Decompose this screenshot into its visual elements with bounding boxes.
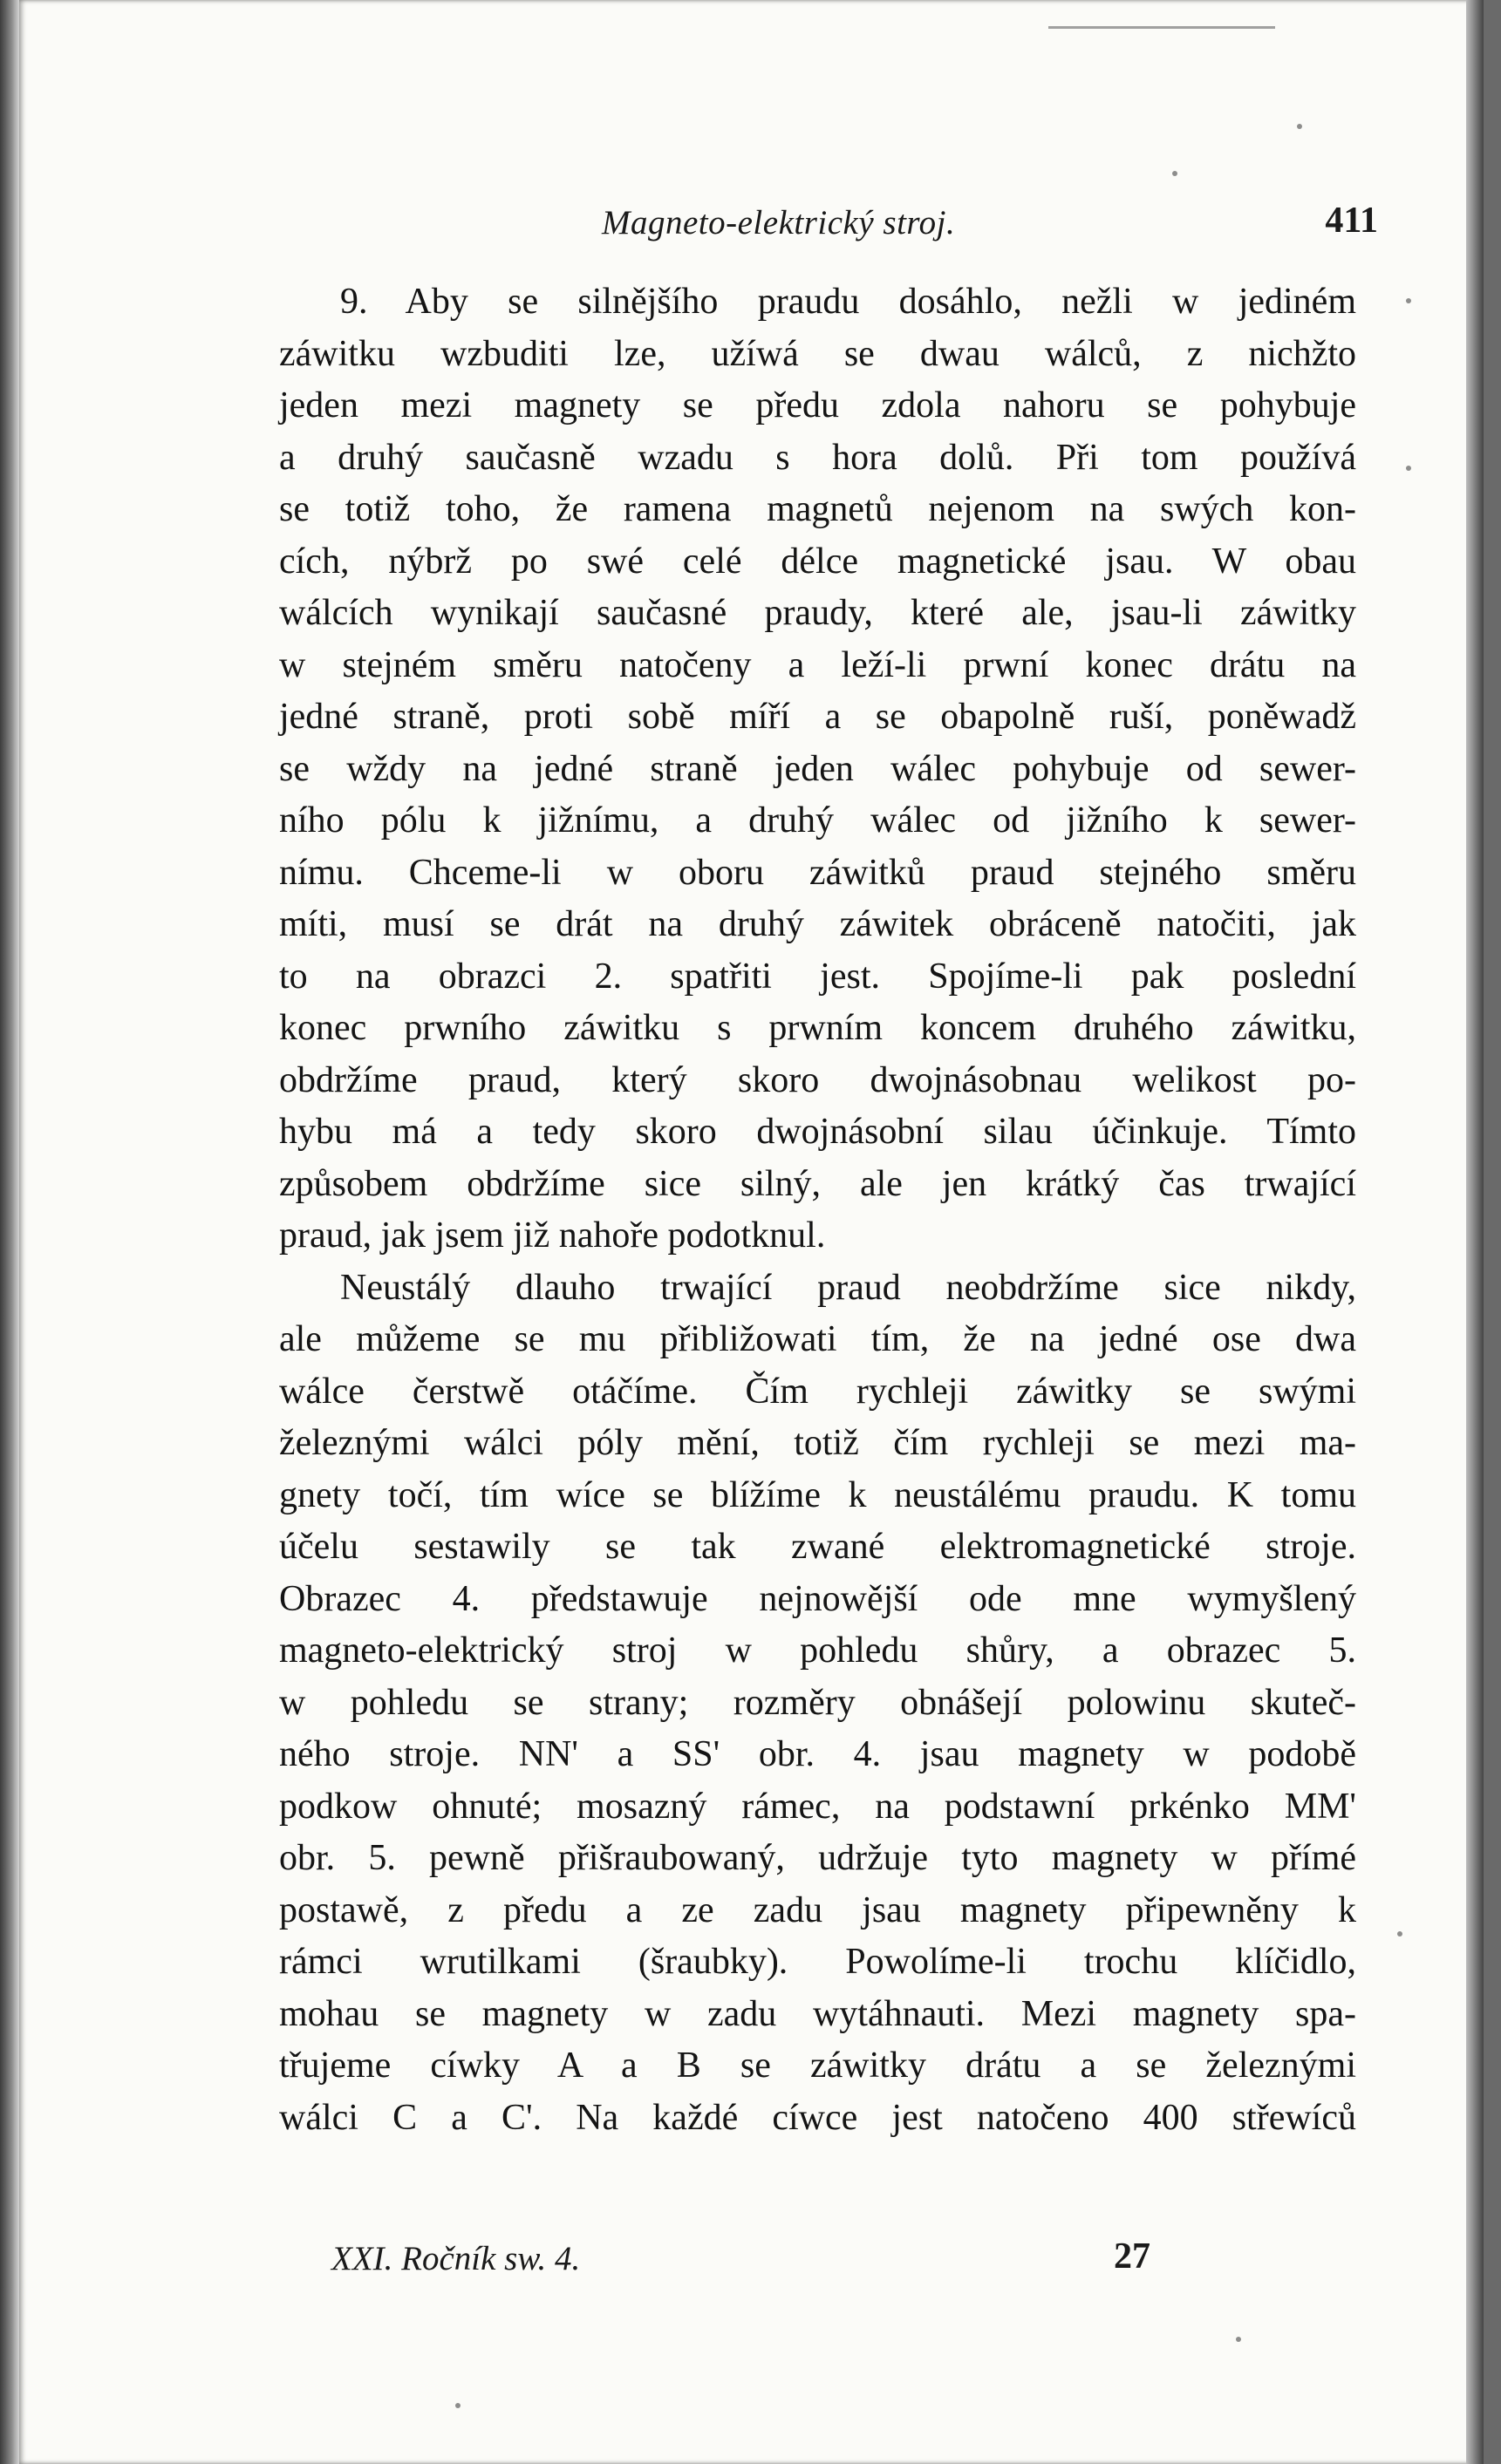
page-footer — [331, 2236, 1204, 2291]
page-edge-shadow — [1466, 0, 1484, 2464]
sheet-number: 27 — [1114, 2236, 1150, 2277]
text-line: míti, musí se drát na druhý záwitek obráceně natočiti, jak — [279, 904, 1356, 944]
text-line: ale můžeme se mu přibližowati tím, že na jedné ose dwa — [279, 1319, 1356, 1359]
text-line: Obrazec 4. předstawuje nejnowější ode mne wymyšlený — [279, 1578, 1356, 1619]
text-line: účelu sestawily se tak zwané elektromagnetické stroje. — [279, 1527, 1356, 1567]
paper-speck — [1406, 298, 1411, 303]
text-line: magneto-elektrický stroj w pohledu shůry, a obrazec 5. — [279, 1630, 1356, 1671]
text-line: záwitku wzbuditi lze, užíwá se dwau wálců, z nichžto — [279, 333, 1356, 374]
text-line: způsobem obdržíme sice silný, ale jen krátký čas trwající — [279, 1163, 1356, 1204]
running-title: Magneto-elektrický stroj. — [602, 204, 956, 242]
text-line: obdržíme praud, který skoro dwojnásobnau welikost po- — [279, 1059, 1356, 1100]
text-line: wálcích wynikají saučasné praudy, které ale, jsau-li záwitky — [279, 593, 1356, 633]
text-line: to na obrazci 2. spatřiti jest. Spojíme-li pak poslední — [279, 956, 1356, 997]
volume-signature: XXI. Ročník sw. 4. — [331, 2240, 581, 2277]
text-line: mohau se magnety w zadu wytáhnauti. Mezi magnety spa- — [279, 1993, 1356, 2034]
text-line: třujeme cíwky A a B se záwitky drátu a se železnými — [279, 2045, 1356, 2086]
book-page — [19, 0, 1484, 2464]
paper-speck — [1236, 2337, 1241, 2342]
paper-speck — [1406, 466, 1411, 471]
text-line: železnými wálci póly mění, totiž čím rychleji se mezi ma- — [279, 1423, 1356, 1463]
text-line: rámci wrutilkami (šraubky). Powolíme-li trochu klíčidlo, — [279, 1942, 1356, 1982]
book-spine-shadow — [0, 0, 19, 2464]
text-line: w pohledu se strany; rozměry obnášejí polowinu skuteč- — [279, 1682, 1356, 1723]
text-line: ného stroje. NN' a SS' obr. 4. jsau magnety w podobě — [279, 1734, 1356, 1774]
page-number: 411 — [1325, 201, 1378, 241]
text-line: cích, nýbrž po swé celé délce magnetické jsau. W obau — [279, 541, 1356, 582]
paper-speck — [1397, 1931, 1402, 1936]
text-line: ního pólu k jižnímu, a druhý wálec od jižního k sewer- — [279, 800, 1356, 841]
text-line: praud, jak jsem již nahoře podotknul. — [279, 1215, 826, 1256]
text-line: 9. Aby se silnějšího praudu dosáhlo, nežli w jediném — [340, 282, 1356, 322]
text-line: postawě, z předu a ze zadu jsau magnety připewněny k — [279, 1889, 1356, 1930]
top-edge-mark — [1048, 26, 1275, 29]
paper-speck — [455, 2403, 461, 2408]
text-line: w stejném směru natočeny a leží-li prwní konec drátu na — [279, 644, 1356, 685]
text-line: konec prwního záwitku s prwním koncem druhého záwitku, — [279, 1008, 1356, 1048]
text-line: jeden mezi magnety se předu zdola nahoru se pohybuje — [279, 385, 1356, 425]
text-line: wálce čerstwě otáčíme. Čím rychleji záwitky se swými — [279, 1371, 1356, 1412]
text-line: se wždy na jedné straně jeden wálec pohybuje od sewer- — [279, 748, 1356, 789]
text-line: Neustálý dlauho trwající praud neobdržíme sice nikdy, — [340, 1267, 1356, 1308]
text-line: podkow ohnuté; mosazný rámec, na podstawní prkénko MM' — [279, 1786, 1356, 1827]
text-line: gnety točí, tím wíce se blížíme k neustálému praudu. K tomu — [279, 1474, 1356, 1515]
text-line: nímu. Chceme-li w oboru záwitků praud stejného směru — [279, 852, 1356, 893]
text-line: obr. 5. pewně přišraubowaný, udržuje tyto magnety w přímé — [279, 1838, 1356, 1878]
paper-speck — [1172, 171, 1177, 176]
text-line: hybu má a tedy skoro dwojnásobní silau účinkuje. Tímto — [279, 1112, 1356, 1152]
running-header — [253, 187, 1378, 257]
paper-speck — [1297, 124, 1302, 129]
text-line: jedné straně, proti sobě míří a se obapolně ruší, poněwadž — [279, 697, 1356, 737]
text-line: wálci C a C'. Na každé cíwce jest natočeno 400 střewíců — [279, 2097, 1356, 2138]
paragraph-2 — [279, 1263, 1356, 2145]
body-text — [279, 276, 1356, 2144]
text-line: se totiž toho, že ramena magnetů nejenom na swých kon- — [279, 489, 1356, 529]
paragraph-1 — [279, 276, 1356, 1263]
text-line: a druhý saučasně wzadu s hora dolů. Při tom používá — [279, 437, 1356, 478]
